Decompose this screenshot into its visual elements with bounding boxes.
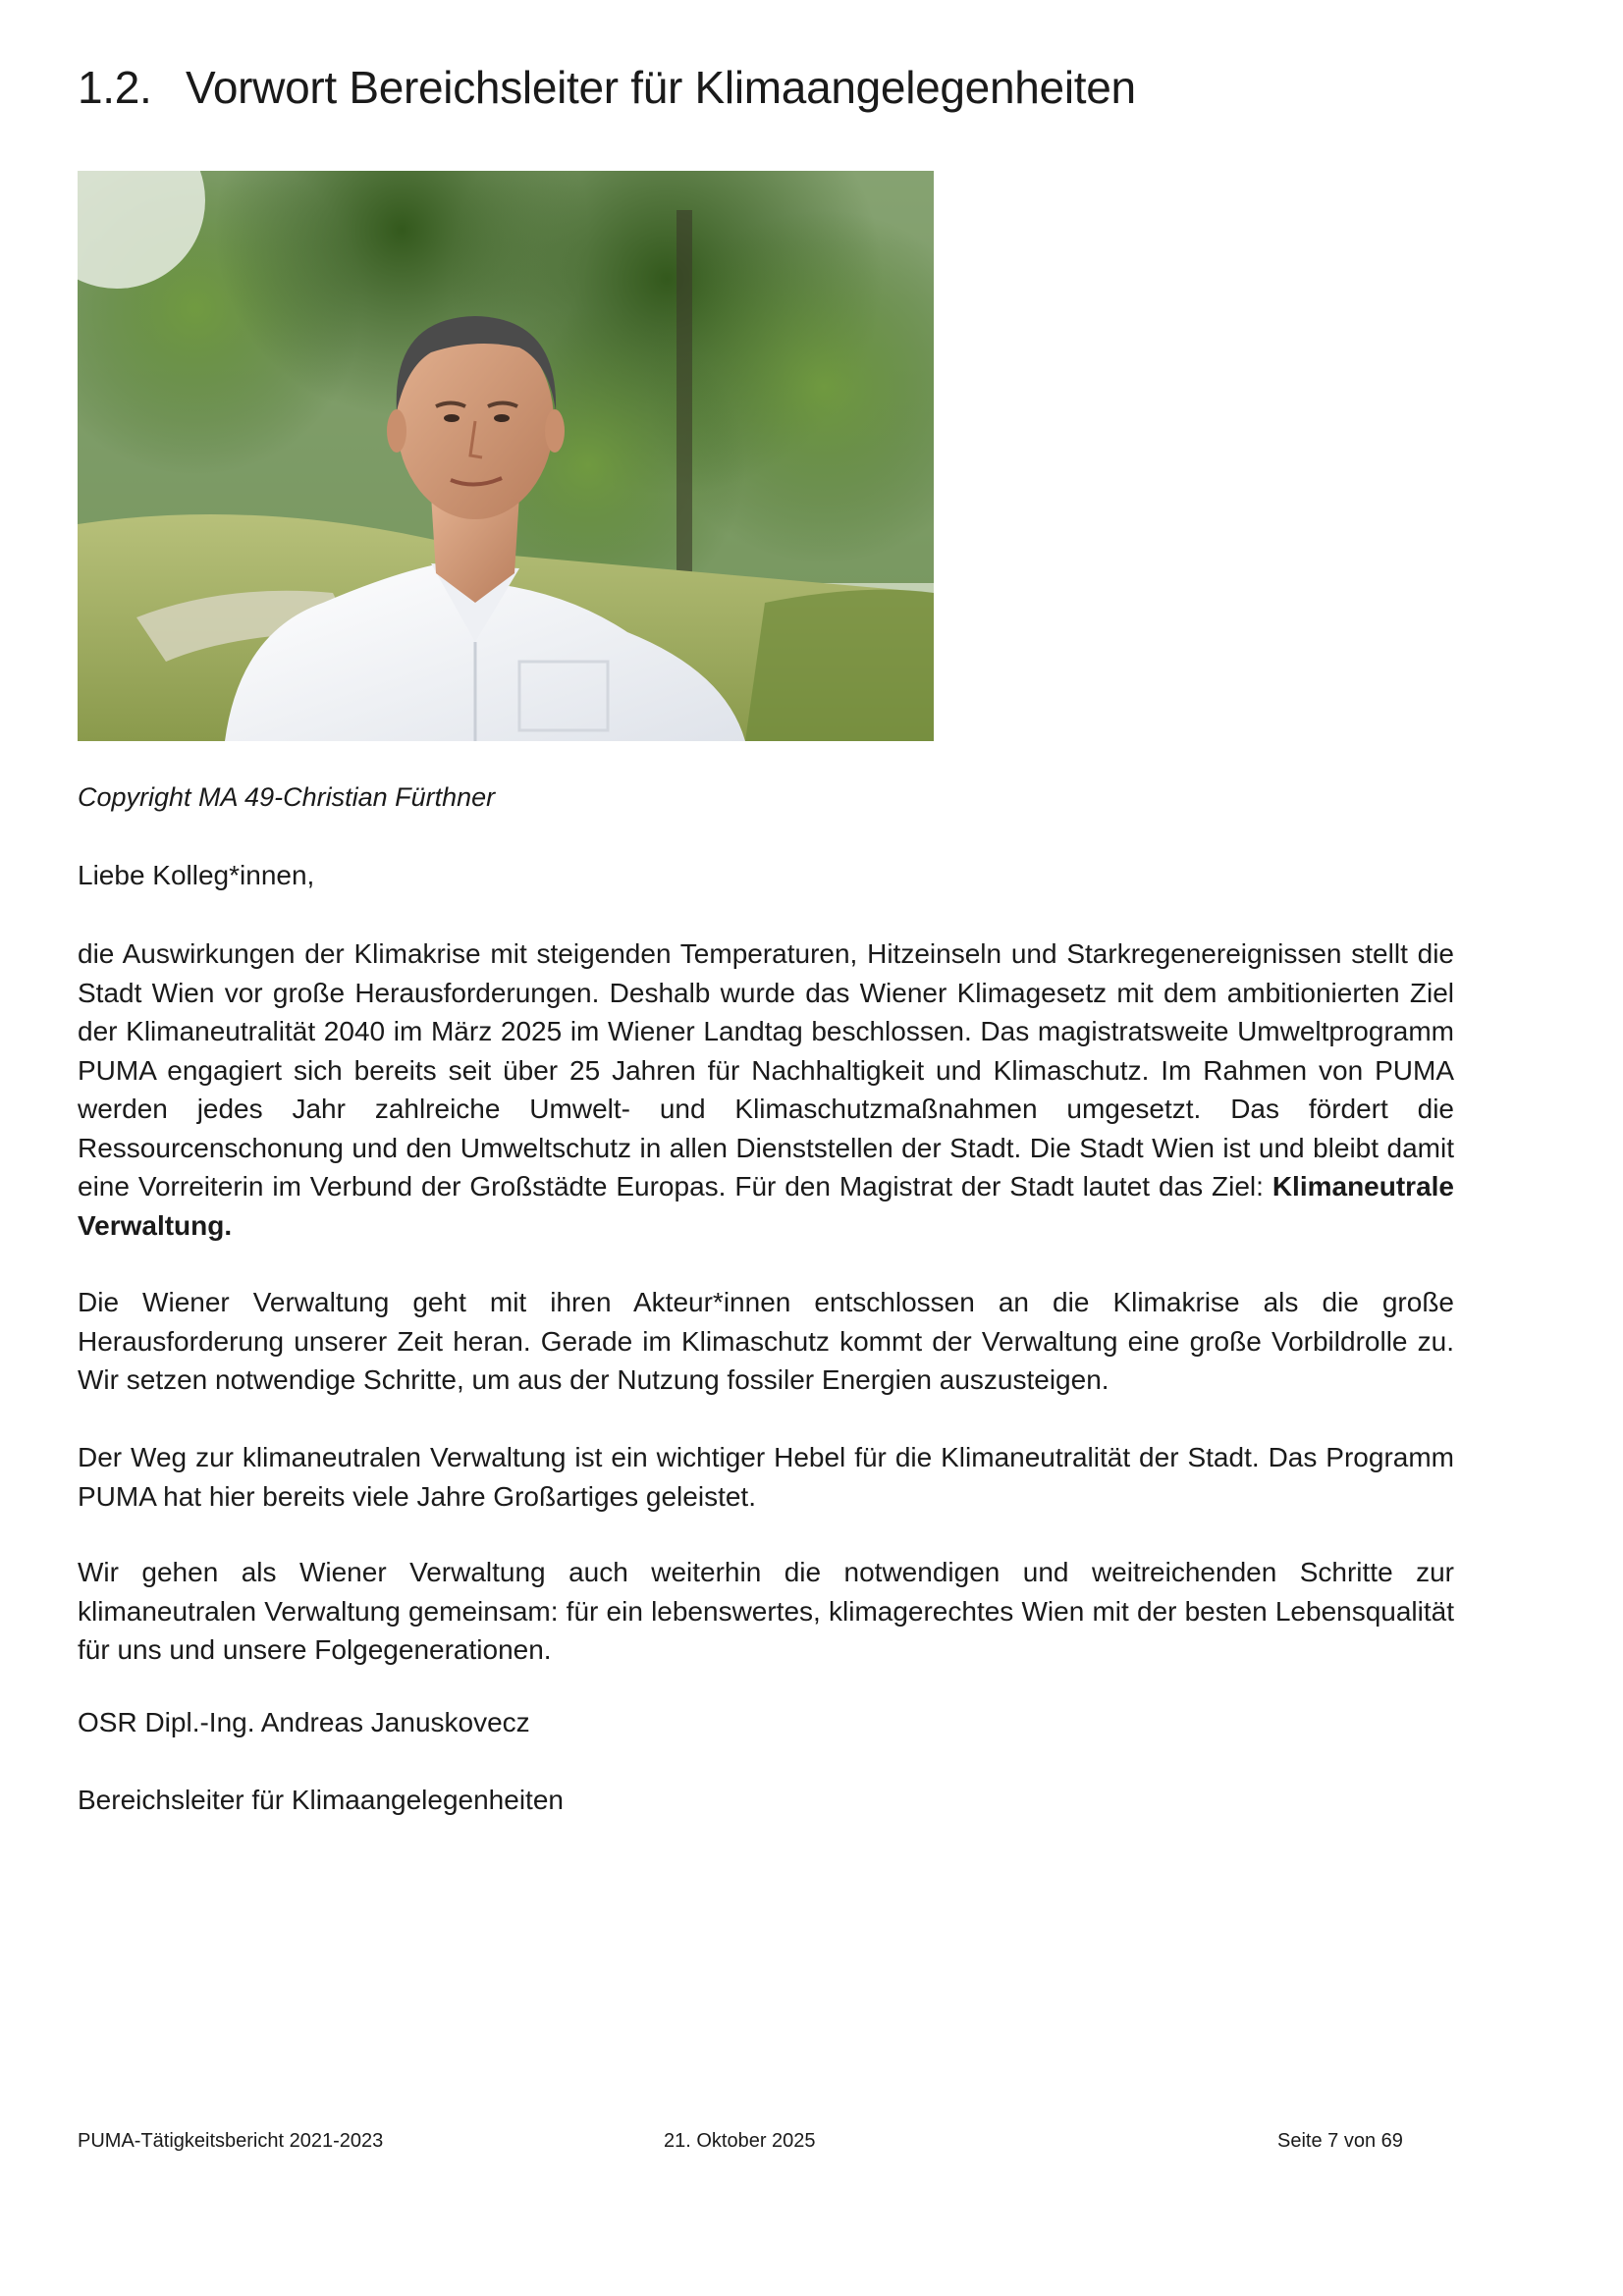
paragraph-1 [78,934,1454,1245]
footer-date: 21. Oktober 2025 [664,2130,816,2152]
paragraph-4: Wir gehen als Wiener Verwaltung auch weiterhin die notwendigen und weitreichenden Schritte zur klimaneutralen Verwaltung gemeinsam: für ein lebenswertes, klimagerechtes Wien mit der besten Lebensqualität für uns und unsere Folgegenerationen. [78,1557,1454,1665]
paragraph-2: Die Wiener Verwaltung geht mit ihren Akteur*innen entschlossen an die Klimakrise als die große Herausforderung unserer Zeit heran. Gerade im Klimaschutz kommt der Verwaltung eine große Vorbildrolle zu. Wir setzen notwendige Schritte, um aus der Nutzung fossiler Energien auszusteigen. [78,1287,1454,1395]
section-title: Vorwort Bereichsleiter für Klimaangelegenheiten [186,62,1136,113]
paragraph-3: Der Weg zur klimaneutralen Verwaltung ist ein wichtiger Hebel für die Klimaneutralität der Stadt. Das Programm PUMA hat hier bereits viele Jahre Großartiges geleistet. [78,1442,1454,1512]
footer-page-number: Seite 7 von 69 [1277,2130,1403,2152]
signature-role: Bereichsleiter für Klimaangelegenheiten [78,1785,564,1815]
portrait-photo [78,171,934,741]
section-heading [78,61,1136,114]
footer-report-title: PUMA-Tätigkeitsbericht 2021-2023 [78,2130,384,2152]
paragraph-1-text: die Auswirkungen der Klimakrise mit steigenden Temperaturen, Hitzeinseln und Starkregenereignissen stellt die Stadt Wien vor große Herausforderungen. Deshalb wurde das Wiener Klimagesetz mit dem ambitionierten Ziel der Klimaneutralität 2040 im März 2025 im Wiener Landtag beschlossen. Das magistratsweite Umweltprogramm PUMA engagiert sich bereits seit über 25 Jahren für Nachhaltigkeit und Klimaschutz. Im Rahmen von PUMA werden jedes Jahr zahlreiche Umwelt- und Klimaschutzmaßnahmen umgesetzt. Das fördert die Ressourcenschonung und den Umweltschutz in allen Dienststellen der Stadt. Die Stadt Wien ist und bleibt damit eine Vorreiterin im Verbund der Großstädte Europas. Für den Magistrat der Stadt lautet das Ziel: [78,938,1454,1201]
paragraph-1-bold: Klimaneutrale Verwaltung. [78,1171,1454,1241]
section-number: 1.2. [78,62,152,113]
salutation: Liebe Kolleg*innen, [78,860,315,890]
signature-name: OSR Dipl.-Ing. Andreas Januskovecz [78,1707,530,1737]
photo-caption: Copyright MA 49-Christian Fürthner [78,782,496,812]
